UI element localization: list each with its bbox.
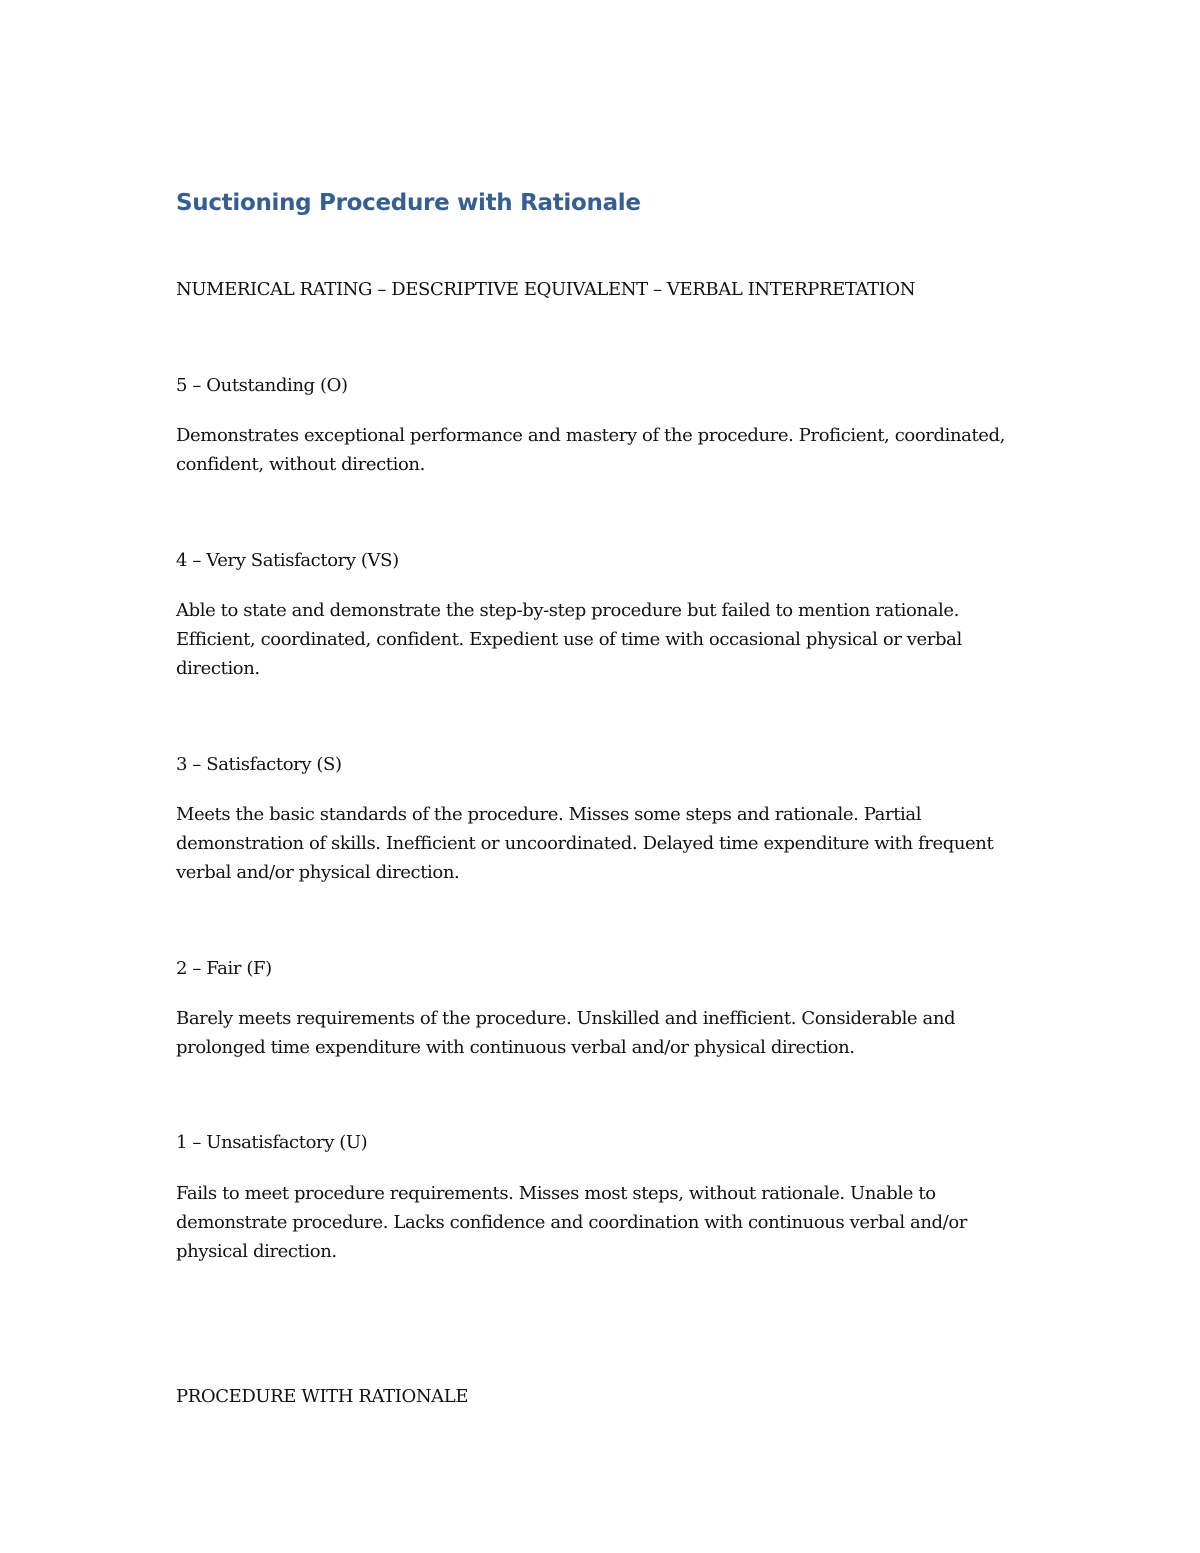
rating-description-very-satisfactory: Able to state and demonstrate the step-by-step procedure but failed to mention rationale. Efficient, coordinated, confident. Expedient use of time with occasional physical or verbal direction. — [176, 600, 962, 679]
rating-scale-header: NUMERICAL RATING – DESCRIPTIVE EQUIVALENT – VERBAL INTERPRETATION — [176, 279, 916, 300]
rating-description-satisfactory: Meets the basic standards of the procedure. Misses some steps and rationale. Partial demonstration of skills. Inefficient or uncoordinated. Delayed time expenditure with frequent verbal and/or physical direction. — [176, 804, 994, 883]
rating-heading-outstanding: 5 – Outstanding (O) — [176, 375, 348, 396]
rating-description-outstanding: Demonstrates exceptional performance and mastery of the procedure. Proficient, coordinated, confident, without direction. — [176, 425, 1005, 475]
rating-heading-fair: 2 – Fair (F) — [176, 958, 272, 979]
rating-description-unsatisfactory: Fails to meet procedure requirements. Misses most steps, without rationale. Unable to demonstrate procedure. Lacks confidence and coordination with continuous verbal and/or physical direction. — [176, 1183, 967, 1262]
rating-heading-satisfactory: 3 – Satisfactory (S) — [176, 754, 342, 775]
section-heading-procedure: PROCEDURE WITH RATIONALE — [176, 1386, 469, 1407]
rating-heading-very-satisfactory: 4 – Very Satisfactory (VS) — [176, 550, 399, 571]
document-title: Suctioning Procedure with Rationale — [176, 190, 641, 216]
rating-description-fair: Barely meets requirements of the procedure. Unskilled and inefficient. Considerable and prolonged time expenditure with continuous verbal and/or physical direction. — [176, 1008, 956, 1058]
rating-heading-unsatisfactory: 1 – Unsatisfactory (U) — [176, 1132, 368, 1153]
